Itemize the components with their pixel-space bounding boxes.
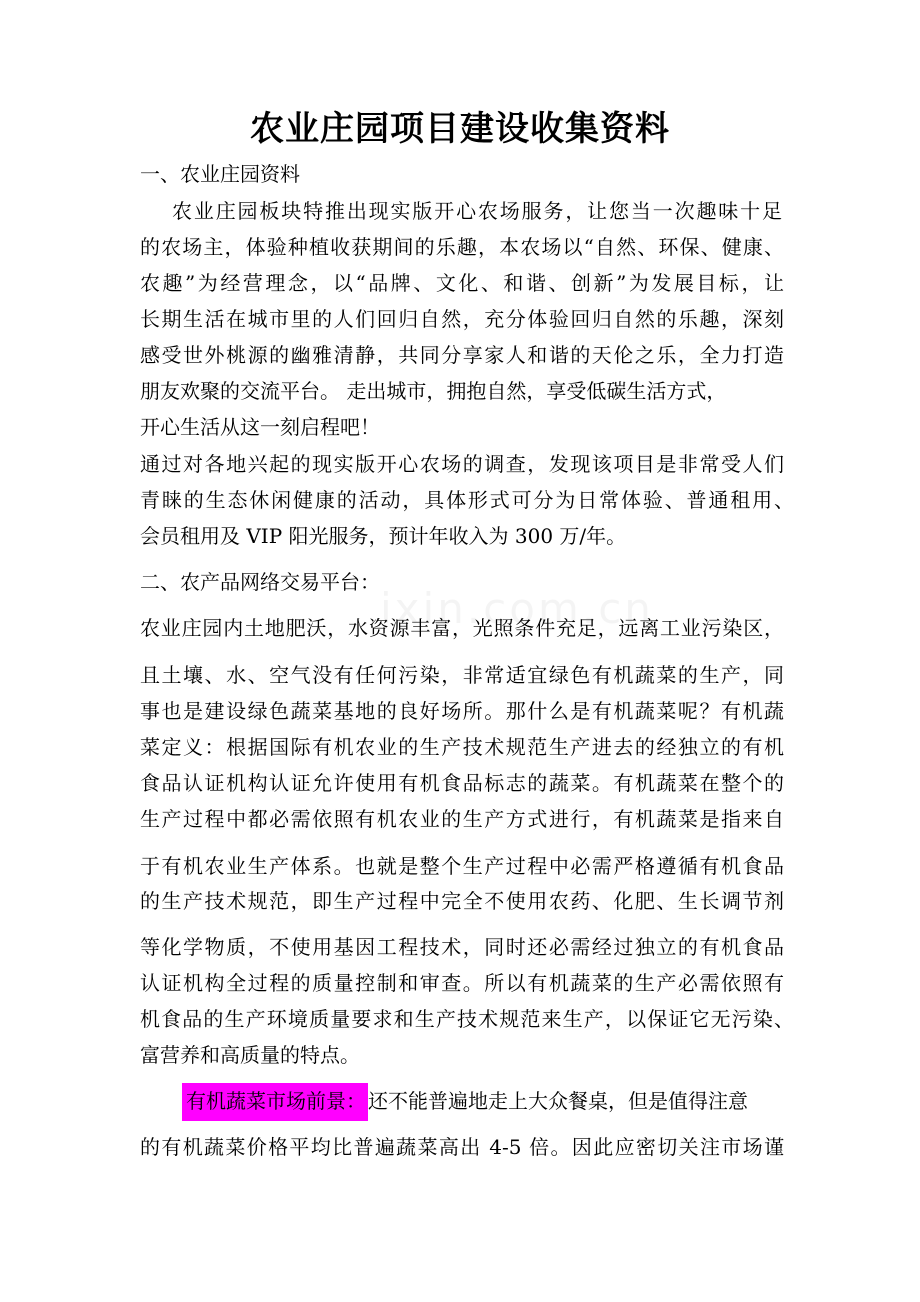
paragraph-line: 通过对各地兴起的现实版开心农场的调查，发现该项目是非常受人们 (140, 452, 784, 476)
paragraph-line: 农业庄园板块特推出现实版开心农场服务，让您当一次趣味十足 (172, 199, 782, 223)
paragraph-line: 且土壤、水、空气没有任何污染，非常适宜绿色有机蔬菜的生产，同 (140, 663, 784, 687)
paragraph-line: 开心生活从这一刻启程吧！ (140, 415, 380, 439)
paragraph-line: 朋友欢聚的交流平台。 走出城市，拥抱自然，享受低碳生活方式， (140, 379, 727, 403)
market-outlook-line (182, 1083, 782, 1119)
paragraph-line: 的生产技术规范，即生产过程中完全不使用农药、化肥、生长调节剂 (140, 889, 784, 913)
paragraph-line: 感受世外桃源的幽雅清静，共同分享家人和谐的天伦之乐，全力打造 (140, 343, 784, 367)
paragraph-line: 农业庄园内土地肥沃，水资源丰富，光照条件充足，远离工业污染区， (140, 616, 784, 640)
paragraph-line: 生产过程中都必需依照有机农业的生产方式进行，有机蔬菜是指来自 (140, 807, 784, 831)
paragraph-line: 农趣”为经营理念，以“品牌、文化、和谐、创新”为发展目标，让 (140, 271, 784, 295)
market-outlook-text: 还不能普遍地走上大众餐桌，但是值得注意 (368, 1089, 748, 1113)
market-outlook-label: 有机蔬菜市场前景： (182, 1083, 368, 1121)
paragraph-line: 食品认证机构认证允许使用有机食品标志的蔬菜。有机蔬菜在整个的 (140, 771, 784, 795)
paragraph-line: 青睐的生态休闲健康的活动，具体形式可分为日常体验、普通租用、 (140, 488, 794, 512)
paragraph-line: 机食品的生产环境质量要求和生产技术规范来生产，以保证它无污染、 (140, 1007, 794, 1031)
paragraph-line: 事也是建设绿色蔬菜基地的良好场所。那什么是有机蔬菜呢？有机蔬 (140, 699, 784, 723)
paragraph-line: 会员租用及 VIP 阳光服务，预计年收入为 300 万/年。 (140, 524, 627, 548)
section2-heading: 二、农产品网络交易平台： (140, 570, 380, 594)
paragraph-line: 富营养和高质量的特点。 (140, 1043, 360, 1067)
paragraph-line: 的有机蔬菜价格平均比普遍蔬菜高出 4-5 倍。因此应密切关注市场谨 (140, 1135, 784, 1159)
paragraph-line: 认证机构全过程的质量控制和审查。所以有机蔬菜的生产必需依照有 (140, 971, 784, 995)
document-title: 农业庄园项目建设收集资料 (250, 109, 670, 149)
paragraph-line: 的农场主，体验种植收获期间的乐趣，本农场以“自然、环保、健康、 (140, 235, 784, 259)
section1-heading: 一、农业庄园资料 (140, 162, 300, 186)
paragraph-line: 于有机农业生产体系。也就是整个生产过程中必需严格遵循有机食品 (140, 854, 784, 878)
paragraph-line: 等化学物质，不使用基因工程技术，同时还必需经过独立的有机食品 (140, 935, 784, 959)
paragraph-line: 菜定义：根据国际有机农业的生产技术规范生产进去的经独立的有机 (140, 735, 784, 759)
paragraph-line: 长期生活在城市里的人们回归自然，充分体验回归自然的乐趣，深刻 (140, 307, 784, 331)
